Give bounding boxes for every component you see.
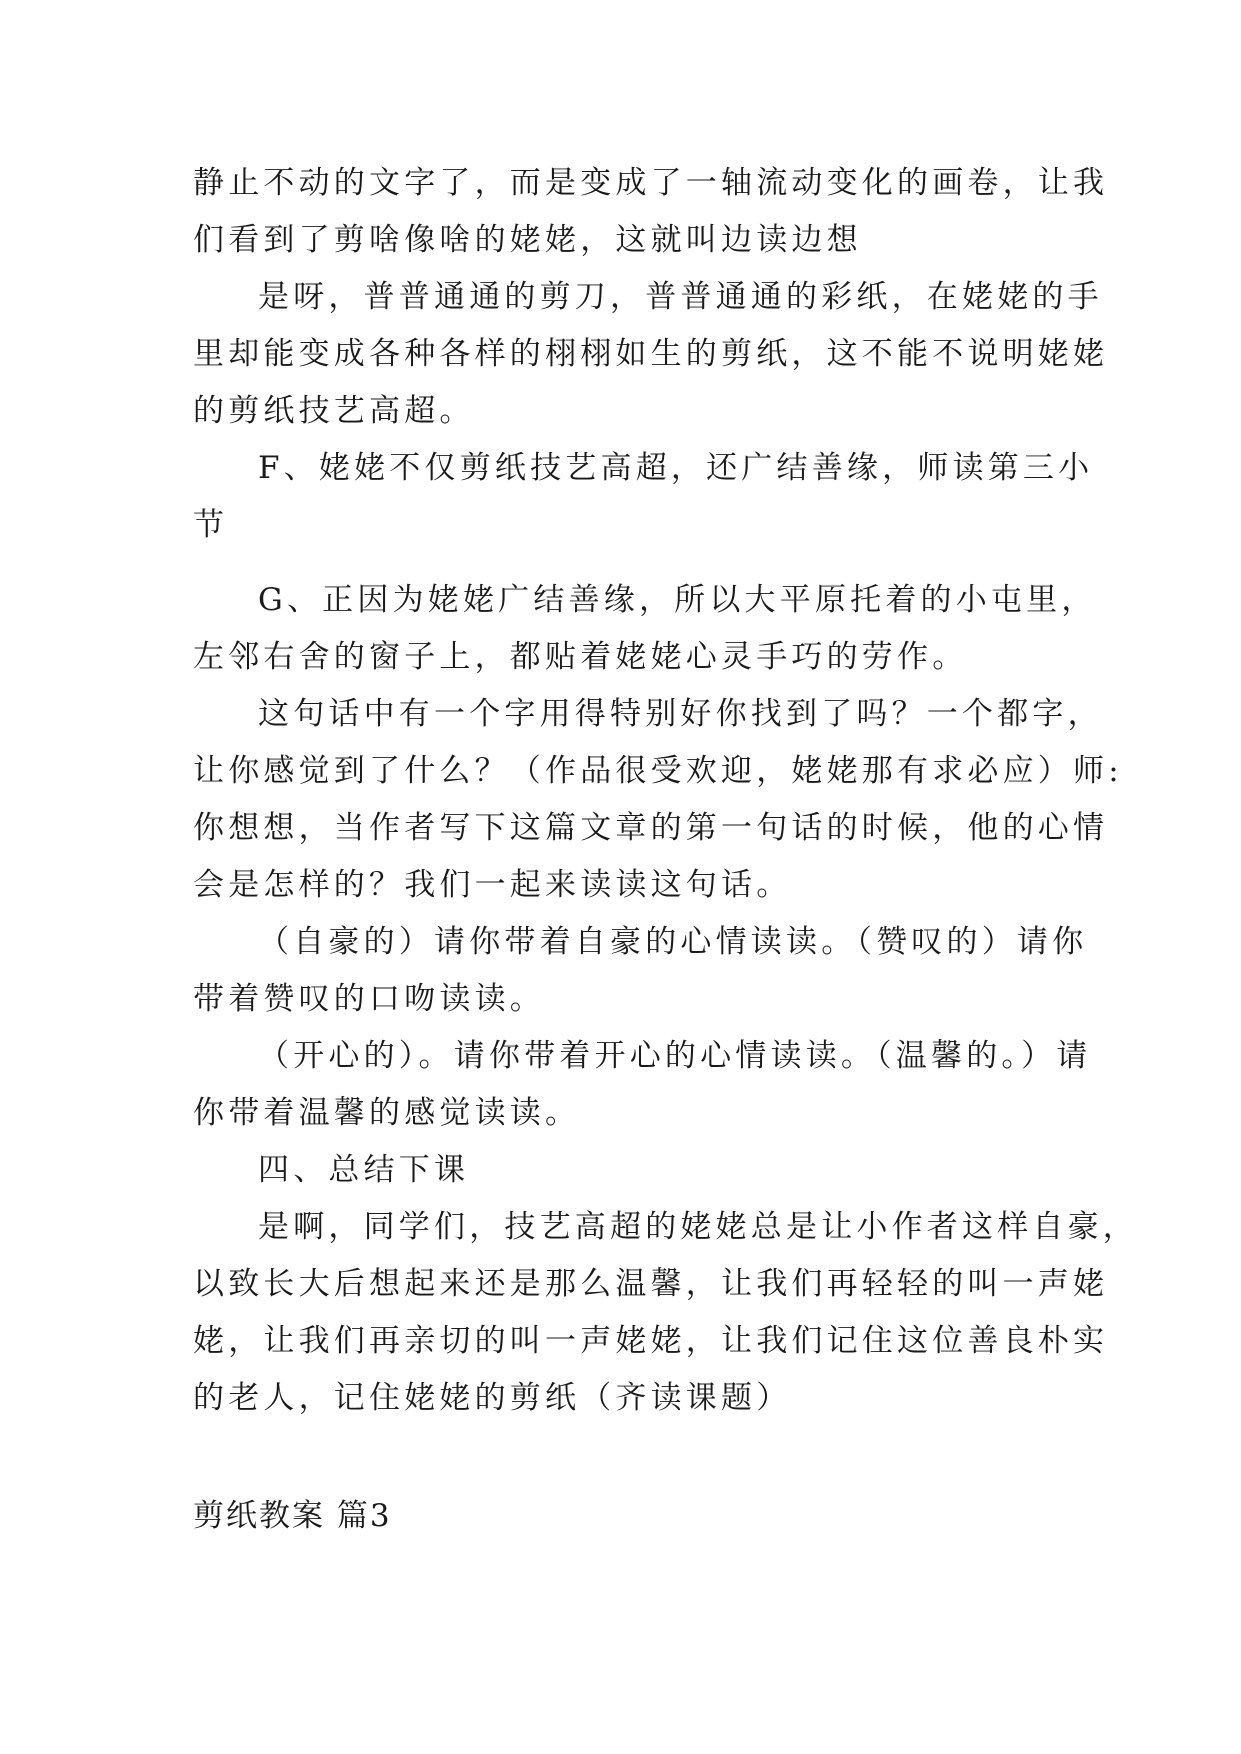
text-line: 姥，让我们再亲切的叫一声姥姥，让我们记住这位善良朴实	[193, 1323, 1109, 1359]
text-line: 节	[193, 507, 229, 543]
text-line: 会是怎样的？我们一起来读读这句话。	[193, 867, 792, 903]
text-line: 你带着温馨的感觉读读。	[193, 1095, 581, 1131]
text-line: 让你感觉到了什么？（作品很受欢迎，姥姥那有求必应）师:	[193, 753, 1123, 789]
text-line: 的剪纸技艺高超。	[193, 393, 475, 429]
text-line: G、正因为姥姥广结善缘，所以大平原托着的小屯里，	[258, 582, 1097, 618]
text-line: 里却能变成各种各样的栩栩如生的剪纸，这不能不说明姥姥	[193, 336, 1109, 372]
text-line: 你想想，当作者写下这篇文章的第一句话的时候，他的心情	[193, 810, 1109, 846]
text-line: 静止不动的文字了，而是变成了一轴流动变化的画卷，让我	[193, 165, 1109, 201]
text-line: 是啊，同学们，技艺高超的姥姥总是让小作者这样自豪，	[258, 1209, 1138, 1245]
text-line: 带着赞叹的口吻读读。	[193, 981, 545, 1017]
text-line: 们看到了剪啥像啥的姥姥，这就叫边读边想	[193, 222, 862, 258]
text-line: （自豪的）请你带着自豪的心情读读。（赞叹的）请你	[258, 924, 1088, 960]
text-line: 左邻右舍的窗子上，都贴着姥姥心灵手巧的劳作。	[193, 639, 968, 675]
text-line: F、姥姥不仅剪纸技艺高超，还广结善缘，师读第三小	[258, 450, 1094, 486]
text-line: 是呀，普普通通的剪刀，普普通通的彩纸，在姥姥的手	[258, 279, 1103, 315]
section-heading: 剪纸教案 篇3	[193, 1498, 392, 1534]
text-line: 以致长大后想起来还是那么温馨，让我们再轻轻的叫一声姥	[193, 1266, 1109, 1302]
section-subheading: 四、总结下课	[258, 1152, 470, 1188]
text-line: 的老人，记住姥姥的剪纸（齐读课题）	[193, 1380, 792, 1416]
text-line: 这句话中有一个字用得特别好你找到了吗？一个都字，	[258, 696, 1103, 732]
text-line: （开心的）。请你带着开心的心情读读。（温馨的。）请	[258, 1038, 1092, 1074]
